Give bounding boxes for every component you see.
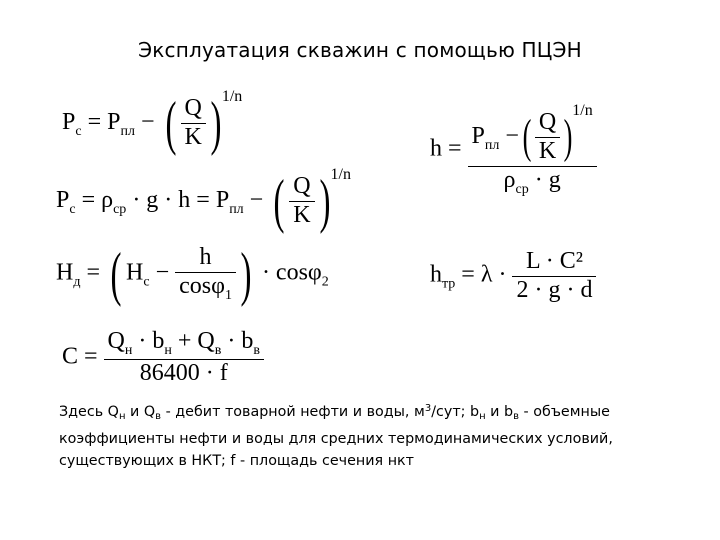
formula-htr: $h_{тр} = \lambda$ · $\frac{\text{L · C²}}{2 \cdot g \cdot d}$ [430,248,596,304]
formula-c: C = $\frac{Q_н \cdot b_н + Q_в \cdot b_в}{86400 \cdot f}$ [62,328,264,388]
formula-pc-2: $P_c = \rho_{ср} \cdot g \cdot h = P_{пл}$ − ( $\frac{Q}{K}$ )$^{1/n}$ [56,166,351,235]
formula-pc-1: $P_c = P_{пл}$ − ( $\frac{Q}{K}$ )$^{1/n}$ [62,88,243,157]
formula-h: h = $P_{пл}$ −( $\frac{Q}{K}$ )$^{1/n}$ $\rho_{ср} \cdot g$ [430,102,597,198]
slide-title: Эксплуатация скважин с помощью ПЦЭН [138,38,582,62]
description-text: Здесь $Q_н$ и $Q_в$ - дебит товарной нефти и воды, $м^3$/сут; $b_н$ и $b_в$ - объемные коэффициенты нефти и воды для средних термодинамических условий, существующих в НКТ; f - площадь сечения нкт [59,403,613,469]
formula-hd: $H_д$ = ( $H_c$ − $\frac{h}{\cos\varphi_1}$ ) · cosφ$_2$ [56,241,329,307]
